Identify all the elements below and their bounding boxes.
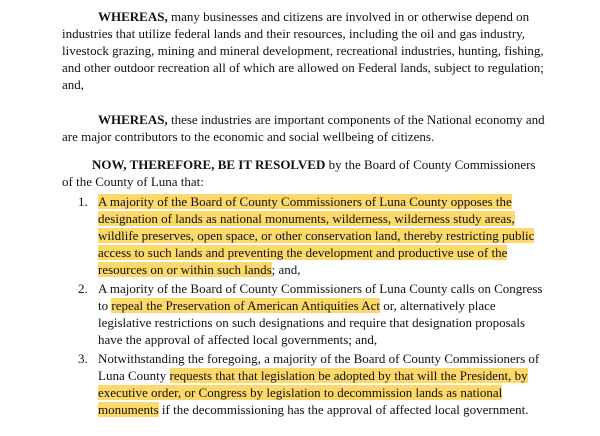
highlighted-text: monuments (98, 402, 159, 417)
list-item-text: A majority of the Board of County Commissioners of Luna County opposes the designation of lands as national monuments, wilderness, wilderness study areas, wildlife preserves, open space, or other conservation land, thereby restricting public access to such lands and preventing the development and productive use of the resources on or within such lands; and, (98, 194, 535, 277)
highlighted-text: executive order, or Congress by legislation to decommission lands as national (98, 385, 503, 400)
whereas-keyword: WHEREAS, (98, 112, 168, 127)
highlighted-text: repeal the Preservation of American Antiquities Act (111, 298, 380, 313)
list-item-text: A majority of the Board of County Commissioners of Luna County calls on Congress to repeal the Preservation of American Antiquities Act or, alternatively place legislative restrictions on such designations and require that designation proposals have the approval of affected local governments; and, (98, 281, 543, 347)
highlighted-text: resources on or within such lands (98, 262, 272, 277)
highlighted-text: wildlife preserves, open space, or other conservation land, thereby restricting public (98, 228, 535, 243)
list-item-number: 1. (78, 194, 88, 209)
list-item-text: Notwithstanding the foregoing, a majority of the Board of County Commissioners of Luna County requests that that legislation be adopted by that will the President, by executive order, or Congress by legislation to decommission lands as national monuments if the decommissioning has the approval of affected local government. (98, 351, 540, 417)
resolved-keyword: NOW, THEREFORE, BE IT RESOLVED (92, 157, 326, 172)
list-item-number: 2. (78, 281, 88, 296)
resolved-paragraph: NOW, THEREFORE, BE IT RESOLVED by the Board of County Commissioners of the County of Luna that: (62, 157, 536, 189)
highlighted-text: requests that that legislation be adopted by that will the President, by (169, 368, 528, 383)
highlighted-text: A majority of the Board of County Commissioners of Luna County opposes the (98, 194, 512, 209)
whereas-paragraph-2: WHEREAS, these industries are important components of the National economy and are major contributors to the economic and social wellbeing of citizens. (62, 112, 545, 144)
whereas-paragraph-1: WHEREAS, many businesses and citizens are involved in or otherwise depend on industries that utilize federal lands and their resources, including the oil and gas industry, livestock grazing, mining and mineral development, recreational industries, hunting, fishing, and other outdoor recreation all of which are allowed on Federal lands, subject to regulation; and, (62, 9, 544, 92)
highlighted-text: access to such lands and preventing the development and productive use of the (98, 245, 508, 260)
whereas-keyword: WHEREAS, (98, 9, 168, 24)
highlighted-text: designation of lands as national monuments, wilderness, wilderness study areas, (98, 211, 515, 226)
list-item-number: 3. (78, 351, 88, 366)
